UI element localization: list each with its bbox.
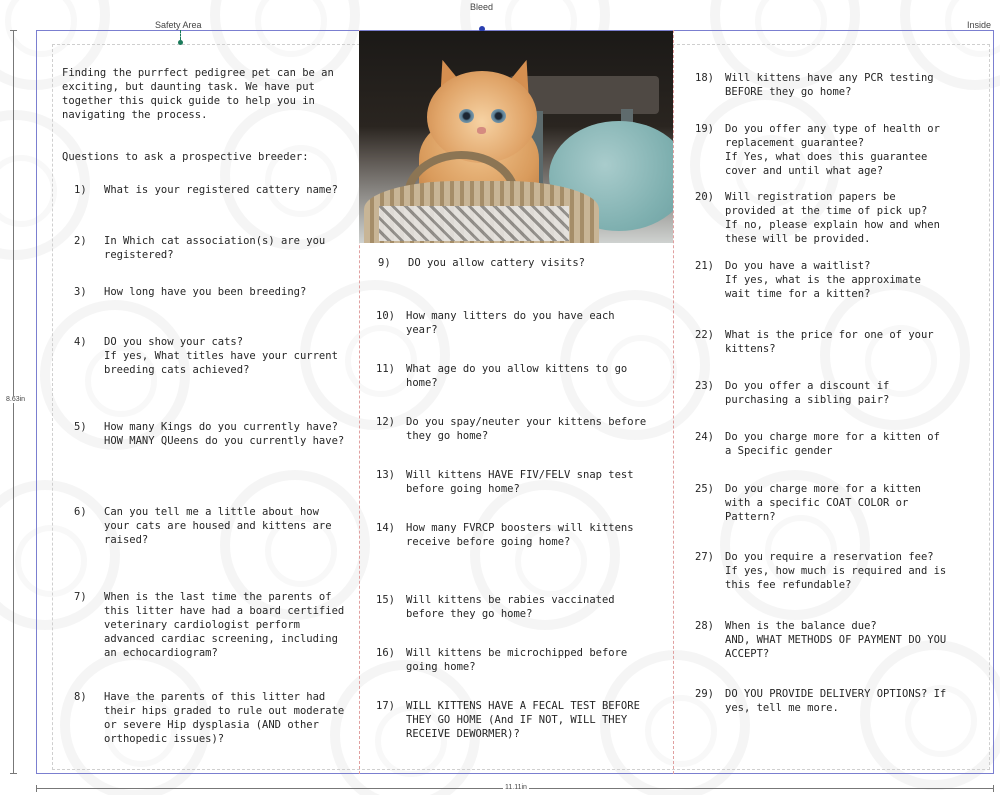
kitten-photo[interactable] (359, 31, 673, 243)
question-number: 10) (376, 310, 395, 322)
question-text: Do you charge more for a kitten with a specific COAT COLOR or Pattern? (725, 483, 921, 523)
question-text: Will kittens be rabies vaccinated before they go home? (406, 594, 615, 620)
question-number: 6) (74, 506, 87, 518)
question-number: 16) (376, 647, 395, 659)
questions-heading[interactable]: Questions to ask a prospective breeder: (62, 151, 309, 163)
question-number: 29) (695, 688, 714, 700)
question-number: 4) (74, 336, 87, 348)
question-text: In Which cat association(s) are you registered? (104, 235, 326, 261)
safety-area-label: Safety Area (155, 20, 202, 30)
question-number: 9) (378, 257, 391, 269)
question-number: 18) (695, 72, 714, 84)
question-number: 12) (376, 416, 395, 428)
question-number: 1) (74, 184, 87, 196)
question-text: Will kittens have any PCR testing BEFORE they go home? (725, 72, 934, 98)
question-number: 24) (695, 431, 714, 443)
dimension-tick (10, 773, 17, 774)
question-text: What is your registered cattery name? (104, 184, 338, 196)
question-text: What is the price for one of your kittens? (725, 329, 934, 355)
question-number: 27) (695, 551, 714, 563)
intro-paragraph[interactable]: Finding the purrfect pedigree pet can be an exciting, but daunting task. We have put together this quick guide to help you in navigating the process. (62, 67, 334, 121)
safety-area-leader (180, 30, 181, 40)
panel-fold-guide (673, 30, 674, 774)
question-text: Do you offer a discount if purchasing a sibling pair? (725, 380, 890, 406)
question-text: Do you offer any type of health or replacement guarantee? If Yes, what does this guarantee cover and until what age? (725, 123, 940, 177)
question-text: Do you charge more for a kitten of a Specific gender (725, 431, 940, 457)
question-text: How many litters do you have each year? (406, 310, 615, 336)
question-text: Can you tell me a little about how your cats are housed and kittens are raised? (104, 506, 332, 546)
question-number: 11) (376, 363, 395, 375)
question-text: When is the last time the parents of this litter have had a board certified veterinary cardiologist perform advanced cardiac screening, including an echocardiogram? (104, 591, 345, 659)
question-text: When is the balance due? AND, WHAT METHODS OF PAYMENT DO YOU ACCEPT? (725, 620, 947, 660)
question-text: What age do you allow kittens to go home? (406, 363, 628, 389)
question-number: 15) (376, 594, 395, 606)
question-text: Do you have a waitlist? If yes, what is the approximate wait time for a kitten? (725, 260, 921, 300)
safety-area-marker-icon[interactable] (178, 40, 183, 45)
question-number: 7) (74, 591, 87, 603)
question-number: 8) (74, 691, 87, 703)
question-text: DO you show your cats? If yes, What titles have your current breeding cats achieved? (104, 336, 338, 376)
question-text: How many Kings do you currently have? HOW MANY QUeens do you currently have? (104, 421, 345, 447)
question-number: 14) (376, 522, 395, 534)
question-number: 2) (74, 235, 87, 247)
question-number: 23) (695, 380, 714, 392)
question-number: 25) (695, 483, 714, 495)
question-number: 19) (695, 123, 714, 135)
question-text: DO you allow cattery visits? (408, 257, 586, 269)
dimension-tick (10, 30, 17, 31)
question-text: Do you require a reservation fee? If yes, how much is required and is this fee refundable? (725, 551, 947, 591)
question-number: 21) (695, 260, 714, 272)
question-text: DO YOU PROVIDE DELIVERY OPTIONS? If yes, tell me more. (725, 688, 947, 714)
dimension-tick (993, 785, 994, 792)
question-text: Do you spay/neuter your kittens before they go home? (406, 416, 647, 442)
question-number: 13) (376, 469, 395, 481)
question-number: 5) (74, 421, 87, 433)
dimension-tick (36, 785, 37, 792)
question-number: 3) (74, 286, 87, 298)
inside-label: Inside (967, 20, 992, 30)
question-number: 17) (376, 700, 395, 712)
question-text: How long have you been breeding? (104, 286, 307, 298)
question-text: Have the parents of this litter had their hips graded to rule out moderate or severe Hip dysplasia (AND other orthopedic issues)? (104, 691, 345, 745)
question-text: Will registration papers be provided at the time of pick up? If no, please explain how and when these will be provided. (725, 191, 940, 245)
question-text: Will kittens HAVE FIV/FELV snap test before going home? (406, 469, 634, 495)
bleed-label: Bleed (470, 2, 494, 12)
question-text: Will kittens be microchipped before going home? (406, 647, 628, 673)
width-dimension-label: 11.11in (505, 784, 527, 791)
question-number: 22) (695, 329, 714, 341)
question-number: 28) (695, 620, 714, 632)
question-number: 20) (695, 191, 714, 203)
question-text: How many FVRCP boosters will kittens receive before going home? (406, 522, 634, 548)
question-text: WILL KITTENS HAVE A FECAL TEST BEFORE THEY GO HOME (And IF NOT, WILL THEY RECEIVE DEWORMER)? (406, 700, 640, 740)
height-dimension-label: 8.63in (6, 396, 26, 403)
